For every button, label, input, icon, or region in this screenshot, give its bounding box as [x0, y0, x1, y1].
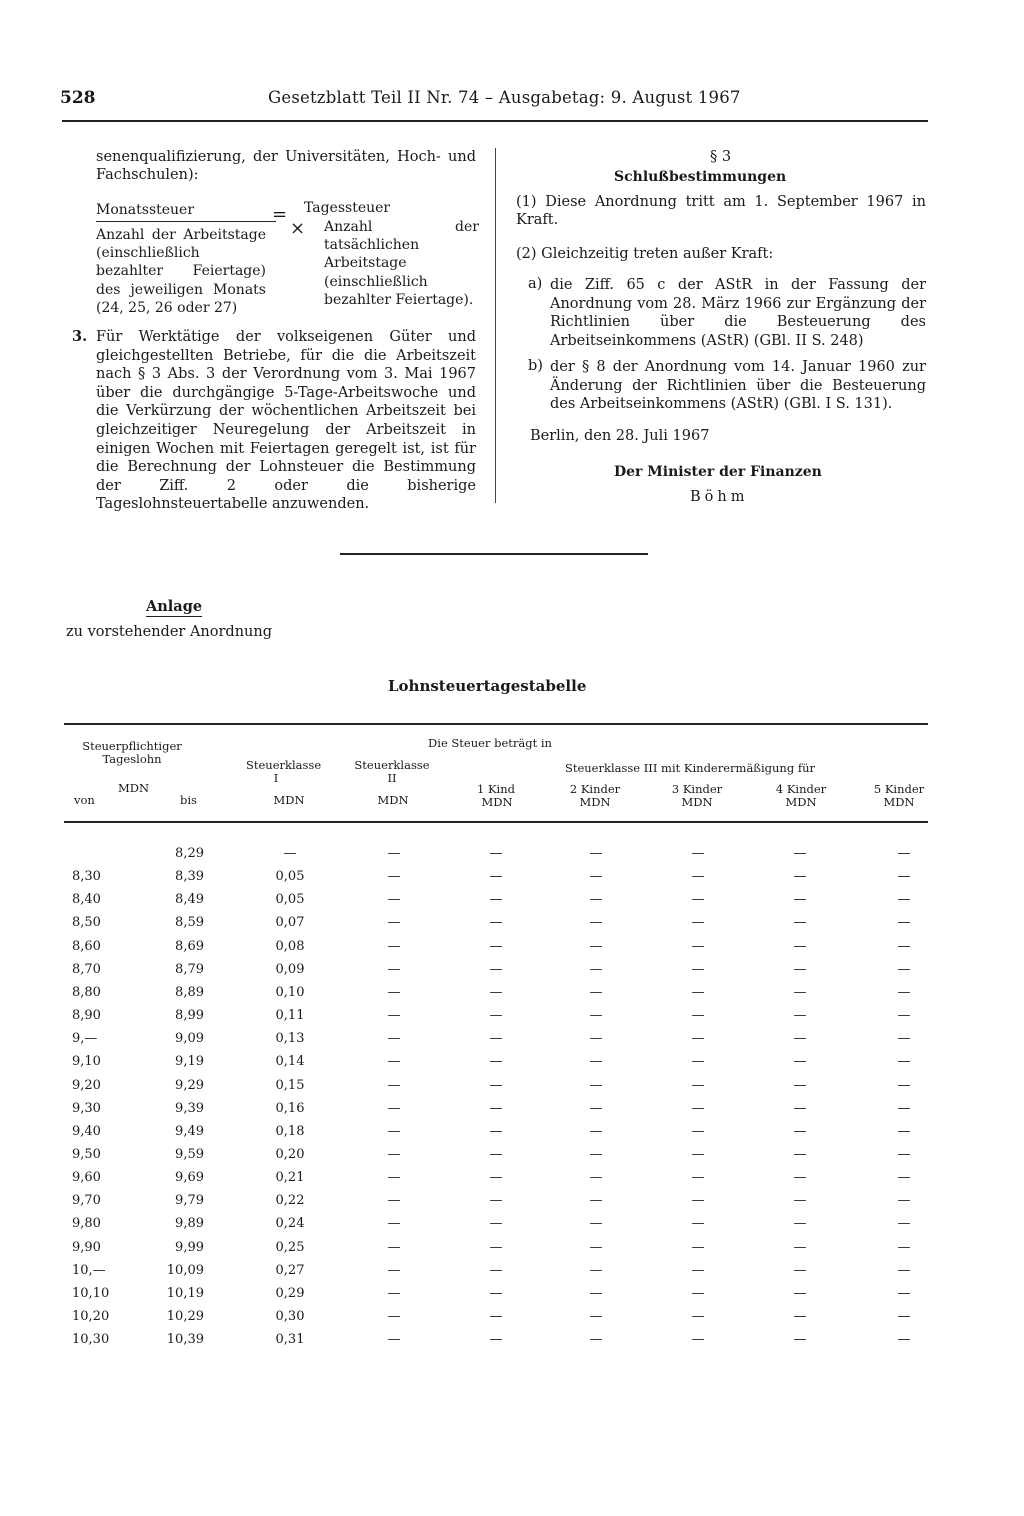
cell-kid-1: —: [489, 938, 503, 954]
cell-kid-4: —: [793, 1031, 807, 1047]
table-row: [0, 1078, 1024, 1101]
cell-class-2: —: [387, 1332, 401, 1348]
cell-kid-5: —: [897, 892, 911, 908]
cell-von: 9,30: [72, 1100, 101, 1116]
table-row: [0, 1332, 1024, 1355]
header-kid-5: 5 Kinder: [873, 782, 925, 796]
cell-von: 9,90: [72, 1239, 101, 1255]
cell-von: 8,80: [72, 984, 101, 1000]
header-kid-2: 2 Kinder: [569, 782, 621, 796]
cell-kid-2: —: [589, 1170, 603, 1186]
cell-kid-5: —: [897, 1262, 911, 1278]
cell-kid-5: —: [897, 1332, 911, 1348]
item-a-text: die Ziff. 65 c der AStR in der Fassung der Anordnung vom 28. März 1966 zur Ergänzung der Richtlinien über die Besteuerung des Arbeitseinkommens (AStR) (GBl. II S. 248): [550, 277, 926, 349]
cell-von: 9,70: [72, 1193, 101, 1209]
cell-kid-4: —: [793, 869, 807, 885]
cell-kid-4: —: [793, 1309, 807, 1324]
cell-class-2: —: [387, 1170, 401, 1186]
left-intro: senenqualifizierung, der Universitäten, Hoch- und Fachschulen):: [96, 149, 476, 184]
signature-title: Der Minister der Finanzen: [614, 464, 822, 480]
cell-bis: 8,59: [175, 915, 204, 931]
cell-kid-4: —: [793, 1008, 807, 1024]
cell-kid-3: —: [691, 1031, 705, 1047]
header-wage-unit: MDN: [118, 781, 150, 795]
page-number: 528: [60, 88, 96, 108]
cell-kid-3: —: [691, 1239, 705, 1255]
cell-kid-2: —: [589, 1100, 603, 1116]
annex-title: Anlage: [146, 598, 203, 615]
cell-bis: 9,09: [175, 1031, 204, 1047]
cell-kid-2: —: [589, 846, 603, 861]
cell-kid-4: —: [793, 938, 807, 954]
cell-bis: 9,29: [175, 1077, 204, 1093]
table-row: [0, 1008, 1024, 1031]
cell-bis: 8,49: [175, 892, 204, 908]
cell-class-1: 0,14: [275, 1054, 305, 1070]
table-row: [0, 939, 1024, 962]
table-row: [0, 962, 1024, 985]
cell-class-1: 0,21: [275, 1170, 305, 1186]
cell-bis: 10,09: [166, 1262, 204, 1278]
cell-bis: 9,79: [175, 1193, 204, 1209]
cell-class-2: —: [387, 1054, 401, 1070]
cell-class-2: —: [387, 1123, 401, 1139]
cell-kid-5: —: [897, 1054, 911, 1070]
table-row: [0, 1124, 1024, 1147]
cell-class-2: —: [387, 961, 401, 977]
cell-kid-5: —: [897, 869, 911, 885]
cell-kid-4: —: [793, 1146, 807, 1162]
cell-class-1: 0,20: [275, 1146, 305, 1162]
cell-class-1: 0,09: [275, 961, 305, 977]
cell-kid-1: —: [489, 1216, 503, 1232]
cell-kid-3: —: [691, 1262, 705, 1278]
cell-kid-2: —: [589, 1123, 603, 1139]
cell-kid-1: —: [489, 1262, 503, 1278]
cell-kid-3: —: [691, 961, 705, 977]
cell-von: 8,40: [72, 892, 101, 908]
cell-bis: 8,69: [175, 938, 204, 954]
cell-kid-1: —: [489, 1123, 503, 1139]
cell-class-1: 0,30: [275, 1309, 305, 1324]
cell-class-1: 0,13: [275, 1031, 305, 1047]
formula-result-top: Tagessteuer: [304, 200, 391, 216]
header-to: bis: [180, 793, 197, 807]
header-unit-kid-1: MDN: [481, 795, 513, 809]
cell-class-2: —: [387, 846, 401, 861]
cell-kid-3: —: [691, 1285, 705, 1301]
cell-kid-5: —: [897, 1193, 911, 1209]
table-header-rule: [64, 821, 928, 823]
table-row: [0, 1170, 1024, 1193]
place-date: Berlin, den 28. Juli 1967: [530, 428, 710, 444]
cell-kid-5: —: [897, 915, 911, 931]
cell-von: 9,—: [72, 1031, 98, 1047]
cell-class-2: —: [387, 1077, 401, 1093]
cell-kid-4: —: [793, 915, 807, 931]
header-unit-kid-5: MDN: [883, 795, 915, 809]
table-row: [0, 915, 1024, 938]
cell-class-1: 0,11: [275, 1008, 305, 1024]
table-row: [0, 1031, 1024, 1054]
cell-kid-1: —: [489, 892, 503, 908]
header-class-1: Steuerklasse I: [246, 758, 322, 785]
cell-kid-4: —: [793, 1285, 807, 1301]
cell-kid-1: —: [489, 1285, 503, 1301]
cell-kid-3: —: [691, 1193, 705, 1209]
cell-class-1: 0,24: [275, 1216, 305, 1232]
table-top-rule: [64, 723, 928, 725]
cell-kid-5: —: [897, 984, 911, 1000]
cell-kid-2: —: [589, 938, 603, 954]
cell-class-2: —: [387, 915, 401, 931]
cell-kid-1: —: [489, 846, 503, 861]
cell-von: 9,80: [72, 1216, 101, 1232]
cell-kid-3: —: [691, 1008, 705, 1024]
cell-kid-4: —: [793, 1262, 807, 1278]
cell-kid-1: —: [489, 1077, 503, 1093]
cell-kid-5: —: [897, 1008, 911, 1024]
table-row: [0, 1216, 1024, 1239]
cell-kid-2: —: [589, 1309, 603, 1324]
cell-kid-2: —: [589, 1031, 603, 1047]
annex-subtitle: zu vorstehender Anordnung: [66, 624, 273, 640]
cell-class-2: —: [387, 1008, 401, 1024]
cell-bis: 10,29: [166, 1309, 204, 1324]
cell-kid-3: —: [691, 892, 705, 908]
cell-kid-2: —: [589, 869, 603, 885]
header-unit-class-2: MDN: [377, 793, 409, 807]
cell-kid-1: —: [489, 1332, 503, 1348]
cell-kid-3: —: [691, 1170, 705, 1186]
header-taxable-wage: Steuerpflichtiger Tageslohn: [82, 739, 182, 766]
cell-von: 9,50: [72, 1146, 101, 1162]
cell-kid-1: —: [489, 1008, 503, 1024]
cell-kid-4: —: [793, 1332, 807, 1348]
cell-kid-2: —: [589, 984, 603, 1000]
cell-kid-4: —: [793, 961, 807, 977]
fraction-bar: [96, 221, 276, 222]
table-row: [0, 892, 1024, 915]
cell-kid-1: —: [489, 1239, 503, 1255]
cell-kid-1: —: [489, 1100, 503, 1116]
cell-kid-2: —: [589, 915, 603, 931]
cell-class-2: —: [387, 1193, 401, 1209]
header-unit-kid-3: MDN: [681, 795, 713, 809]
cell-kid-5: —: [897, 1146, 911, 1162]
cell-von: 10,—: [72, 1262, 106, 1278]
paragraph-1: (1) Diese Anordnung tritt am 1. September 1967 in Kraft.: [516, 194, 926, 229]
cell-kid-1: —: [489, 1146, 503, 1162]
cell-kid-2: —: [589, 1239, 603, 1255]
cell-class-2: —: [387, 1239, 401, 1255]
cell-kid-2: —: [589, 1216, 603, 1232]
cell-class-1: —: [283, 846, 297, 861]
cell-class-2: —: [387, 1146, 401, 1162]
item-3-text: Für Werktätige der volkseigenen Güter und gleichgestellten Betriebe, für die die Arbeitszeit nach § 3 Abs. 3 der Verordnung vom 3. Mai 1967 über die durchgängige 5-Tage-Arbeitswoche und die Verkürzung der wöchentlichen Arbeitszeit bei gleichzeitiger Neuregelung der Arbeitszeit in einigen Wochen mit Feiertagen geregelt ist, ist für die Berechnung der Lohnsteuer die Bestimmung der Ziff. 2 oder die bisherige Tageslohnsteuertabelle anzuwenden.: [96, 329, 476, 513]
signature-name: Böhm: [690, 489, 749, 505]
cell-von: 8,60: [72, 938, 101, 954]
cell-bis: 9,89: [175, 1216, 204, 1232]
cell-class-1: 0,15: [275, 1077, 305, 1093]
cell-class-1: 0,29: [275, 1285, 305, 1301]
section-divider-rule: [340, 553, 648, 555]
running-header: Gesetzblatt Teil II Nr. 74 – Ausgabetag: 9. August 1967: [268, 88, 741, 107]
table-row: [0, 1309, 1024, 1332]
table-row: [0, 1054, 1024, 1077]
cell-kid-4: —: [793, 1054, 807, 1070]
equals-sign: =: [272, 204, 288, 225]
header-class-3-group: Steuerklasse III mit Kinderermäßigung für: [564, 761, 816, 775]
formula-numerator: Monatssteuer: [96, 202, 195, 218]
cell-kid-3: —: [691, 1123, 705, 1139]
header-class-2: Steuerklasse II: [354, 758, 430, 785]
cell-class-1: 0,27: [275, 1262, 305, 1278]
table-row: [0, 846, 1024, 869]
cell-kid-5: —: [897, 1077, 911, 1093]
header-kid-1: 1 Kind: [476, 782, 515, 796]
cell-kid-2: —: [589, 1193, 603, 1209]
cell-von: 9,20: [72, 1077, 101, 1093]
cell-kid-3: —: [691, 1146, 705, 1162]
header-unit-kid-2: MDN: [579, 795, 611, 809]
cell-bis: 9,19: [175, 1054, 204, 1070]
cell-class-2: —: [387, 938, 401, 954]
item-3-number: 3.: [72, 328, 88, 345]
cell-kid-3: —: [691, 869, 705, 885]
cell-kid-1: —: [489, 1054, 503, 1070]
item-b-label: b): [528, 358, 543, 374]
left-column: [96, 148, 476, 184]
cell-kid-2: —: [589, 1146, 603, 1162]
cell-kid-5: —: [897, 938, 911, 954]
table-row: [0, 1101, 1024, 1124]
cell-kid-1: —: [489, 1031, 503, 1047]
cell-kid-3: —: [691, 984, 705, 1000]
cell-kid-1: —: [489, 961, 503, 977]
cell-kid-2: —: [589, 1262, 603, 1278]
cell-bis: 10,39: [166, 1332, 204, 1348]
cell-class-1: 0,16: [275, 1100, 305, 1116]
cell-class-2: —: [387, 1285, 401, 1301]
cell-kid-1: —: [489, 984, 503, 1000]
cell-kid-5: —: [897, 1285, 911, 1301]
table-row: [0, 985, 1024, 1008]
cell-kid-5: —: [897, 1239, 911, 1255]
cell-kid-4: —: [793, 1123, 807, 1139]
cell-kid-3: —: [691, 846, 705, 861]
header-kid-4: 4 Kinder: [775, 782, 827, 796]
cell-class-1: 0,18: [275, 1123, 305, 1139]
column-divider: [495, 148, 496, 503]
cell-class-1: 0,22: [275, 1193, 305, 1209]
header-from: von: [74, 793, 95, 807]
table-row: [0, 1147, 1024, 1170]
cell-kid-2: —: [589, 1054, 603, 1070]
cell-kid-4: —: [793, 1193, 807, 1209]
cell-class-2: —: [387, 1309, 401, 1324]
cell-kid-2: —: [589, 1332, 603, 1348]
cell-kid-5: —: [897, 1216, 911, 1232]
cell-class-1: 0,05: [275, 892, 305, 908]
cell-kid-1: —: [489, 1309, 503, 1324]
cell-class-1: 0,25: [275, 1239, 305, 1255]
cell-kid-4: —: [793, 984, 807, 1000]
cell-von: 8,90: [72, 1008, 101, 1024]
cell-von: 10,30: [72, 1332, 110, 1348]
cell-class-2: —: [387, 1216, 401, 1232]
cell-kid-3: —: [691, 1309, 705, 1324]
table-title: Lohnsteuertagestabelle: [388, 677, 587, 695]
cell-kid-3: —: [691, 1216, 705, 1232]
cell-class-1: 0,31: [275, 1332, 305, 1348]
cell-kid-2: —: [589, 1077, 603, 1093]
cell-bis: 9,99: [175, 1239, 204, 1255]
cell-kid-2: —: [589, 1008, 603, 1024]
cell-kid-5: —: [897, 1123, 911, 1139]
cell-kid-3: —: [691, 1332, 705, 1348]
cell-class-1: 0,08: [275, 938, 305, 954]
cell-kid-3: —: [691, 1077, 705, 1093]
table-row: [0, 1193, 1024, 1216]
cell-kid-4: —: [793, 846, 807, 861]
cell-kid-5: —: [897, 1100, 911, 1116]
cell-kid-4: —: [793, 1239, 807, 1255]
cell-von: 10,20: [72, 1309, 110, 1324]
cell-kid-5: —: [897, 846, 911, 861]
cell-von: 9,60: [72, 1170, 101, 1186]
cell-class-2: —: [387, 1262, 401, 1278]
cell-kid-3: —: [691, 1054, 705, 1070]
paragraph-2: (2) Gleichzeitig treten außer Kraft:: [516, 246, 774, 262]
header-tax-amount: Die Steuer beträgt in: [428, 736, 552, 750]
cell-bis: 9,49: [175, 1123, 204, 1139]
cell-class-2: —: [387, 1031, 401, 1047]
cell-kid-1: —: [489, 1193, 503, 1209]
cell-bis: 9,69: [175, 1170, 204, 1186]
cell-kid-3: —: [691, 1100, 705, 1116]
cell-kid-4: —: [793, 1216, 807, 1232]
cell-von: 10,10: [72, 1285, 110, 1301]
cell-von: 8,70: [72, 961, 101, 977]
formula-result-rest: Anzahl der tatsächlichen Arbeitstage (einschließlich bezahlter Feiertage).: [324, 219, 479, 308]
formula-denominator: Anzahl der Arbeitstage (einschließlich bezahlter Feiertage) des jeweiligen Monats (24, 25, 26 oder 27): [96, 227, 266, 316]
cell-bis: 8,39: [175, 869, 204, 885]
header-kid-3: 3 Kinder: [671, 782, 723, 796]
cell-kid-5: —: [897, 1031, 911, 1047]
section-number: § 3: [710, 149, 732, 165]
cell-class-2: —: [387, 892, 401, 908]
cell-kid-2: —: [589, 961, 603, 977]
cell-kid-1: —: [489, 869, 503, 885]
cell-bis: 10,19: [166, 1285, 204, 1301]
table-row: [0, 1263, 1024, 1286]
table-row: [0, 869, 1024, 892]
cell-kid-4: —: [793, 1077, 807, 1093]
item-a-label: a): [528, 276, 543, 292]
cell-kid-4: —: [793, 1170, 807, 1186]
section-title: Schlußbestimmungen: [614, 169, 787, 185]
cell-kid-3: —: [691, 915, 705, 931]
cell-class-1: 0,07: [275, 915, 305, 931]
cell-kid-1: —: [489, 915, 503, 931]
cell-bis: 8,29: [175, 846, 204, 861]
cell-von: 9,40: [72, 1123, 101, 1139]
cell-bis: 8,79: [175, 961, 204, 977]
cell-bis: 9,59: [175, 1146, 204, 1162]
cell-kid-4: —: [793, 1100, 807, 1116]
header-unit-kid-4: MDN: [785, 795, 817, 809]
cell-von: 8,50: [72, 915, 101, 931]
table-row: [0, 1240, 1024, 1263]
header-rule: [62, 120, 928, 122]
cell-kid-5: —: [897, 961, 911, 977]
item-b-text: der § 8 der Anordnung vom 14. Januar 1960 zur Änderung der Richtlinien über die Besteuerung des Arbeitseinkommens (AStR) (GBl. I S. 131).: [550, 359, 926, 413]
table-row: [0, 1286, 1024, 1309]
cell-class-2: —: [387, 1100, 401, 1116]
times-sign: ×: [290, 218, 306, 239]
cell-bis: 9,39: [175, 1100, 204, 1116]
cell-von: 9,10: [72, 1054, 101, 1070]
cell-kid-4: —: [793, 892, 807, 908]
cell-kid-5: —: [897, 1309, 911, 1324]
cell-class-1: 0,10: [275, 984, 305, 1000]
cell-von: 8,30: [72, 869, 101, 885]
cell-kid-1: —: [489, 1170, 503, 1186]
cell-bis: 8,89: [175, 984, 204, 1000]
cell-kid-2: —: [589, 892, 603, 908]
cell-kid-5: —: [897, 1170, 911, 1186]
cell-kid-3: —: [691, 938, 705, 954]
cell-kid-2: —: [589, 1285, 603, 1301]
cell-class-2: —: [387, 869, 401, 885]
cell-class-2: —: [387, 984, 401, 1000]
header-unit-class-1: MDN: [273, 793, 305, 807]
cell-bis: 8,99: [175, 1008, 204, 1024]
cell-class-1: 0,05: [275, 869, 305, 885]
